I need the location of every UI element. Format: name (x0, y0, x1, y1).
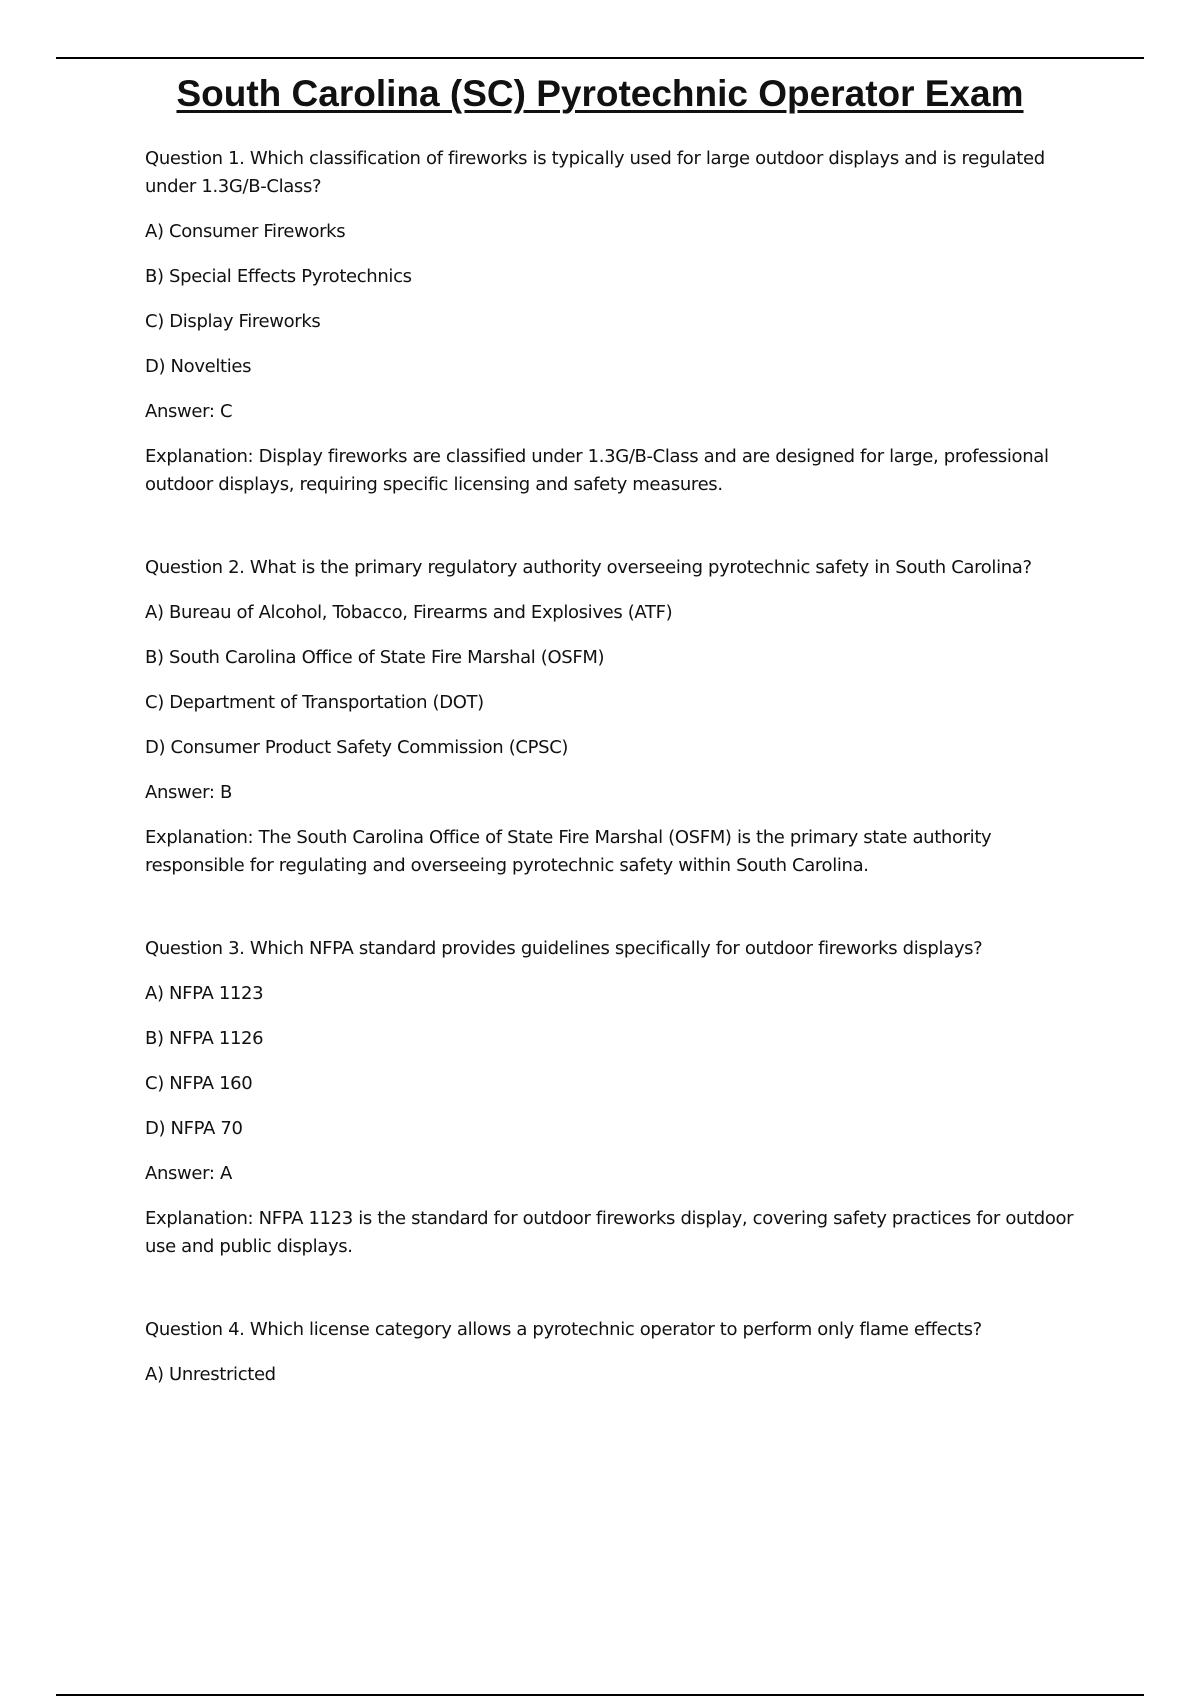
question-3-explanation: Explanation: NFPA 1123 is the standard for outdoor fireworks display, covering safety practices for outdoor use and public displays. (145, 1208, 1074, 1257)
question-block-4 (145, 1316, 1085, 1389)
top-rule (56, 57, 1144, 59)
question-3-answer: Answer: A (145, 1163, 232, 1184)
question-3-text: Question 3. Which NFPA standard provides guidelines specifically for outdoor fireworks displays? (145, 938, 983, 959)
question-4-text: Question 4. Which license category allows a pyrotechnic operator to perform only flame effects? (145, 1319, 982, 1340)
question-block-1 (145, 145, 1085, 499)
question-2-answer: Answer: B (145, 782, 232, 803)
page-title-text: South Carolina (SC) Pyrotechnic Operator Exam (176, 73, 1024, 114)
question-1-explanation: Explanation: Display fireworks are classified under 1.3G/B-Class and are designed for large, professional outdoor displays, requiring specific licensing and safety measures. (145, 446, 1049, 495)
question-block-2 (145, 554, 1085, 880)
question-3-option-a: A) NFPA 1123 (145, 983, 264, 1004)
question-2-option-c: C) Department of Transportation (DOT) (145, 692, 484, 713)
question-2-option-b: B) South Carolina Office of State Fire Marshal (OSFM) (145, 647, 605, 668)
page-title (0, 70, 1200, 118)
question-2-explanation: Explanation: The South Carolina Office of State Fire Marshal (OSFM) is the primary state authority responsible for regulating and overseeing pyrotechnic safety within South Carolina. (145, 827, 992, 876)
question-1-option-c: C) Display Fireworks (145, 311, 321, 332)
question-1-text: Question 1. Which classification of fireworks is typically used for large outdoor displays and is regulated under 1.3G/B-Class? (145, 148, 1045, 197)
question-4-option-a: A) Unrestricted (145, 1364, 276, 1385)
bottom-rule (56, 1694, 1144, 1696)
question-3-option-d: D) NFPA 70 (145, 1118, 243, 1139)
question-block-3 (145, 935, 1085, 1261)
question-2-option-a: A) Bureau of Alcohol, Tobacco, Firearms and Explosives (ATF) (145, 602, 673, 623)
question-3-option-b: B) NFPA 1126 (145, 1028, 264, 1049)
question-2-text: Question 2. What is the primary regulatory authority overseeing pyrotechnic safety in South Carolina? (145, 557, 1032, 578)
question-1-option-b: B) Special Effects Pyrotechnics (145, 266, 412, 287)
exam-content (145, 145, 1085, 1406)
question-2-option-d: D) Consumer Product Safety Commission (CPSC) (145, 737, 569, 758)
question-1-option-a: A) Consumer Fireworks (145, 221, 346, 242)
question-1-answer: Answer: C (145, 401, 233, 422)
question-3-option-c: C) NFPA 160 (145, 1073, 253, 1094)
question-1-option-d: D) Novelties (145, 356, 252, 377)
